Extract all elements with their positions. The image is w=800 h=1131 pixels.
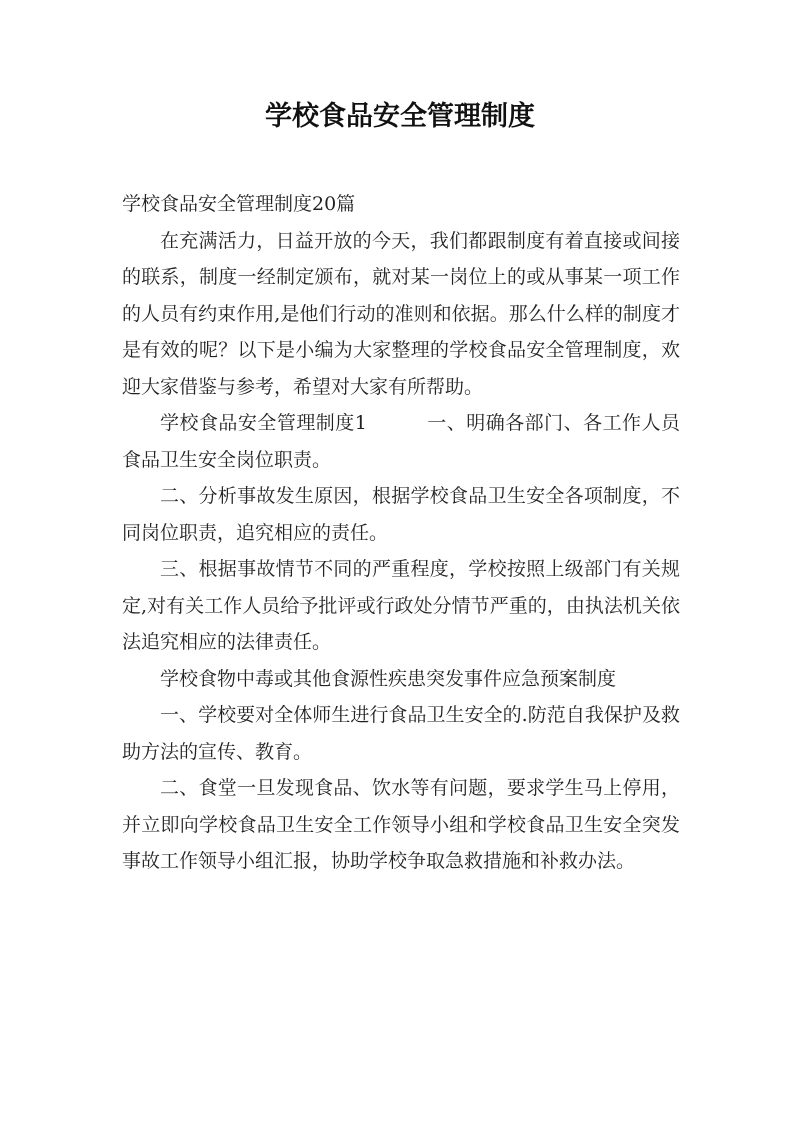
section2-heading: 学校食物中毒或其他食源性疾患突发事件应急预案制度 (160, 667, 617, 690)
document-body (122, 186, 680, 880)
document-subtitle: 学校食品安全管理制度20篇 (122, 193, 356, 215)
section2-item1: 一、学校要对全体师生进行食品卫生安全的.防范自我保护及救助方法的宣传、教育。 (122, 704, 680, 763)
section1-item1: 一、明确各部门、各工作人员食品卫生安全岗位职责。 (122, 412, 680, 471)
section1-item3: 三、根据事故情节不同的严重程度，学校按照上级部门有关规定,对有关工作人员给予批评或行政处分情节严重的，由执法机关依法追究相应的法律责任。 (122, 558, 680, 653)
section1-paragraph (122, 405, 680, 478)
section1-heading: 学校食品安全管理制度1 (160, 412, 367, 434)
intro-paragraph: 在充满活力，日益开放的今天，我们都跟制度有着直接或间接的联系，制度一经制定颁布，就对某一岗位上的或从事某一项工作的人员有约束作用,是他们行动的准则和依据。那么什么样的制度才是有效的呢？以下是小编为大家整理的学校食品安全管理制度，欢迎大家借鉴与参考，希望对大家有所帮助。 (122, 229, 680, 398)
document-title: 学校食品安全管理制度 (265, 101, 535, 132)
section1-item2: 二、分析事故发生原因，根据学校食品卫生安全各项制度，不同岗位职责，追究相应的责任。 (122, 485, 680, 544)
section2-item2: 二、食堂一旦发现食品、饮水等有问题，要求学生马上停用，并立即向学校食品卫生安全工作领导小组和学校食品卫生安全突发事故工作领导小组汇报，协助学校争取急救措施和补救办法。 (122, 777, 680, 872)
